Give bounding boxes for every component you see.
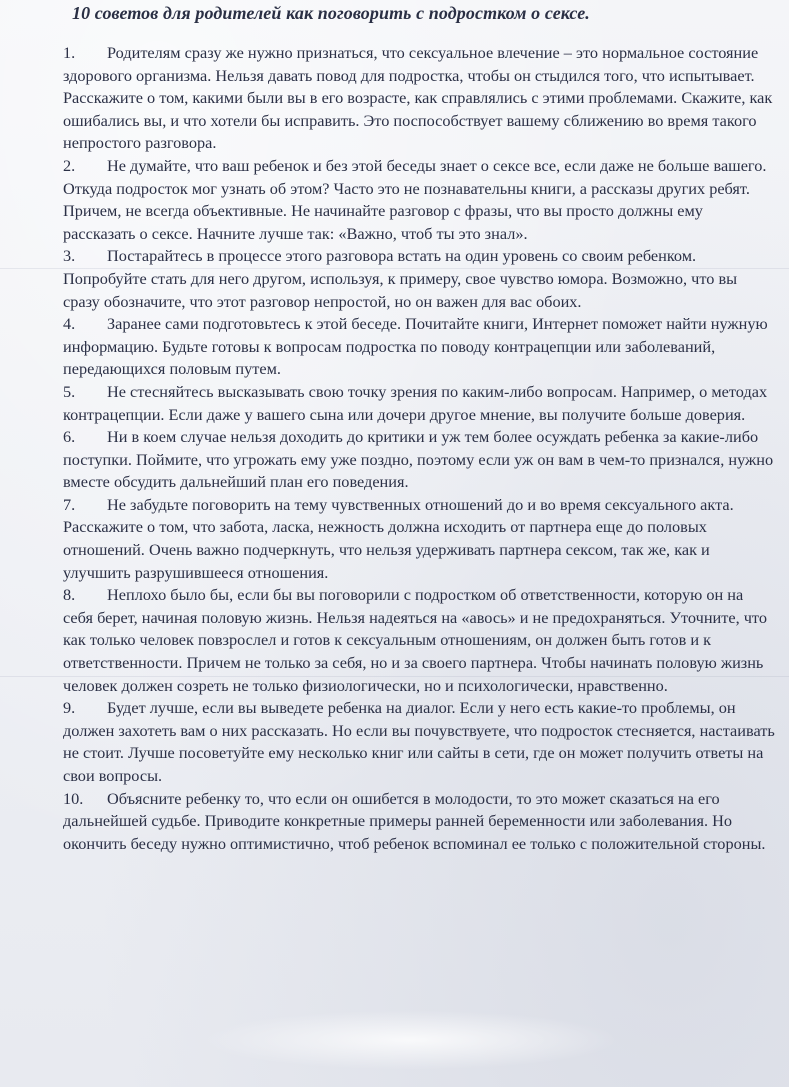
list-item xyxy=(63,313,775,381)
item-number: 1. xyxy=(63,43,76,62)
list-item xyxy=(63,381,775,426)
item-number: 7. xyxy=(63,494,76,514)
list-item xyxy=(63,42,775,155)
item-number: 4. xyxy=(63,314,76,334)
item-number: 10. xyxy=(63,788,84,808)
list-item xyxy=(63,426,775,494)
list-item xyxy=(63,245,775,313)
item-text: Неплохо было бы, если бы вы поговорили с подростком об ответственности, которую он на себя берет, начиная половую жизнь. Нельзя надеяться на «авось» и не предохраняться. Уточните, что как только человек повзрослел и готов к сексуальным отношениям, он должен быть готов и к ответственности. Причем не только за себя, но и за своего партнера. Чтобы начинать половую жизнь человек должен созреть не только физиологически, но и психологически, нравственно. xyxy=(63,585,767,695)
list-item xyxy=(63,494,775,584)
tips-list xyxy=(63,42,775,855)
item-text: Заранее сами подготовьтесь к этой беседе. Почитайте книги, Интернет поможет найти нужную информацию. Будьте готовы к вопросам подростка по поводу контрацепции или заболеваний, передающихся половым путем. xyxy=(63,314,768,379)
item-text: Не забудьте поговорить на тему чувственных отношений до и во время сексуального акта. Расскажите о том, что забота, ласка, нежность должна исходить от партнера еще до половых отношений. Очень важно подчеркнуть, что нельзя удерживать партнера сексом, так же, как и улучшить разрушившееся отношения. xyxy=(63,494,734,582)
item-text: Не стесняйтесь высказывать свою точку зрения по каким-либо вопросам. Например, о методах контрацепции. Если даже у вашего сына или дочери другое мнение, вы получите больше доверия. xyxy=(63,381,768,424)
list-item xyxy=(63,155,775,245)
item-text: Постарайтесь в процессе этого разговора встать на один уровень со своим ребенком. Попробуйте стать для него другом, используя, к примеру, свое чувство юмора. Возможно, что вы сразу обозначите, что этот разговор непростой, но он важен для вас обоих. xyxy=(63,246,738,311)
item-text: Не думайте, что ваш ребенок и без этой беседы знает о сексе все, если даже не больше вашего. Откуда подросток мог узнать об этом? Часто это не познавательны книги, а рассказы других ребят. Причем, не всегда объективные. Не начинайте разговор с фразы, что вы просто должны ему рассказать о сексе. Начните лучше так: «Важно, чтоб ты это знал». xyxy=(63,155,767,243)
item-text: Объясните ребенку то, что если он ошибется в молодости, то это может сказаться на его дальнейшей судьбе. Приводите конкретные примеры ранней беременности или заболевания. Но окончить беседу нужно оптимистично, чтоб ребенок вспоминал ее только с положительной стороны. xyxy=(63,788,766,853)
item-number: 2. xyxy=(63,155,76,175)
item-number: 5. xyxy=(63,381,76,401)
item-text: Ни в коем случае нельзя доходить до критики и уж тем более осуждать ребенка за какие-либо поступки. Поймите, что угрожать ему уже поздно, поэтому если уж он вам в чем-то признался, нужно вместе обсудить дальнейший план его поведения. xyxy=(63,427,774,492)
page-title: 10 советов для родителей как поговорить с подростком о сексе. xyxy=(72,3,590,23)
paper-scuff xyxy=(200,1010,620,1070)
item-number: 8. xyxy=(63,585,76,605)
item-number: 9. xyxy=(63,698,76,718)
list-item xyxy=(63,584,775,697)
list-item xyxy=(63,697,775,787)
item-text: Родителям сразу же нужно признаться, что сексуальное влечение – это нормальное состояние здорового организма. Нельзя давать повод для подростка, чтобы он стыдился того, что испытывает. Расскажите о том, какими были вы в его возрасте, как справлялись с этими проблемами. Скажите, как ошибались вы, и что хотели бы исправить. Это поспособствует вашему сближению во время такого непростого разговора. xyxy=(63,43,773,153)
item-text: Будет лучше, если вы выведете ребенка на диалог. Если у него есть какие-то проблемы, он должен захотеть вам о них рассказать. Но если вы почувствуете, что подросток стесняется, настаивать не стоит. Лучше посоветуйте ему несколько книг или сайты в сети, где он может получить ответы на свои вопросы. xyxy=(63,698,775,785)
list-item xyxy=(63,788,775,856)
item-number: 6. xyxy=(63,427,76,447)
item-number: 3. xyxy=(63,246,76,266)
